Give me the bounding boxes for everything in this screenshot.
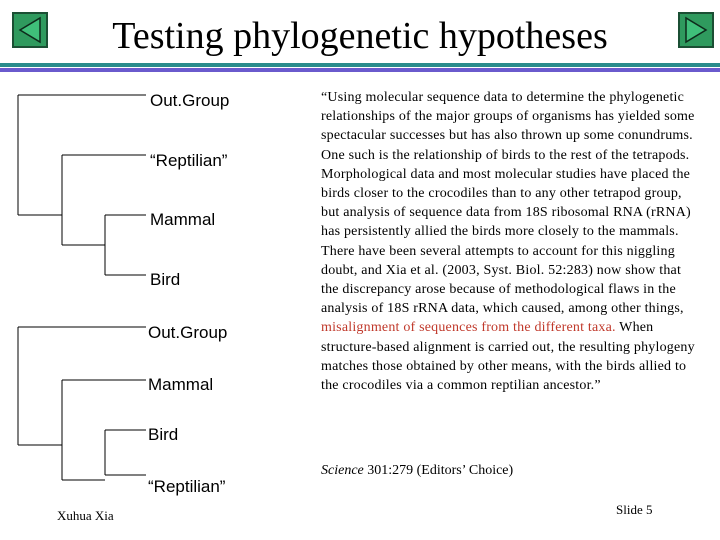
quote-part-1: “Using molecular sequence data to determine the phylogenetic relationships of the major groups of organisms has yielded some spectacular successes but has also thrown up some conundrums. One such is the relationship of birds to the rest of the tetrapods. Morphological data and most molecular studies have placed the birds closer to the crocodiles than to any other tetrapod group, but analysis of sequence data from 18S ribosomal RNA (rRNA) has persistently allied the birds more closely to the mammals. There have been several attempts to account for this niggling doubt, and Xia et al. (2003, Syst. Biol. 52:283) now show that the discrepancy arose because of methodological flaws in the analysis of 18S rRNA data, which caused, among other things, [321,90,695,317]
citation [321,462,513,480]
tree2-leaf-bird: Bird [148,425,179,444]
quote-highlight: misalignment of sequences from the different taxa. [321,320,616,336]
tree2-leaf-outgroup: Out.Group [148,323,228,342]
tree-2-branches [18,327,146,480]
tree1-leaf-bird: Bird [150,270,181,289]
citation-journal: Science [321,463,364,478]
slide-title: Testing phylogenetic hypotheses [112,15,608,57]
next-slide-button[interactable] [678,12,714,48]
tree2-leaf-mammal: Mammal [148,375,214,394]
citation-details: 301:279 (Editors’ Choice) [363,463,514,478]
footer-author: Xuhua Xia [57,508,114,523]
tree1-leaf-outgroup: Out.Group [150,91,230,110]
quote-part-2: When structure-based alignment is carried out, the resulting phylogeny matches those obtained by other means, with the birds allied to the crocodiles via a common reptilian ancestor.” [321,320,695,394]
tree1-leaf-reptilian: “Reptilian” [150,151,228,170]
slide-number: Slide 5 [616,502,653,517]
quote-text [321,88,695,395]
tree1-leaf-mammal: Mammal [150,210,216,229]
tree-1-branches [18,95,146,275]
tree2-leaf-reptilian: “Reptilian” [148,477,226,496]
